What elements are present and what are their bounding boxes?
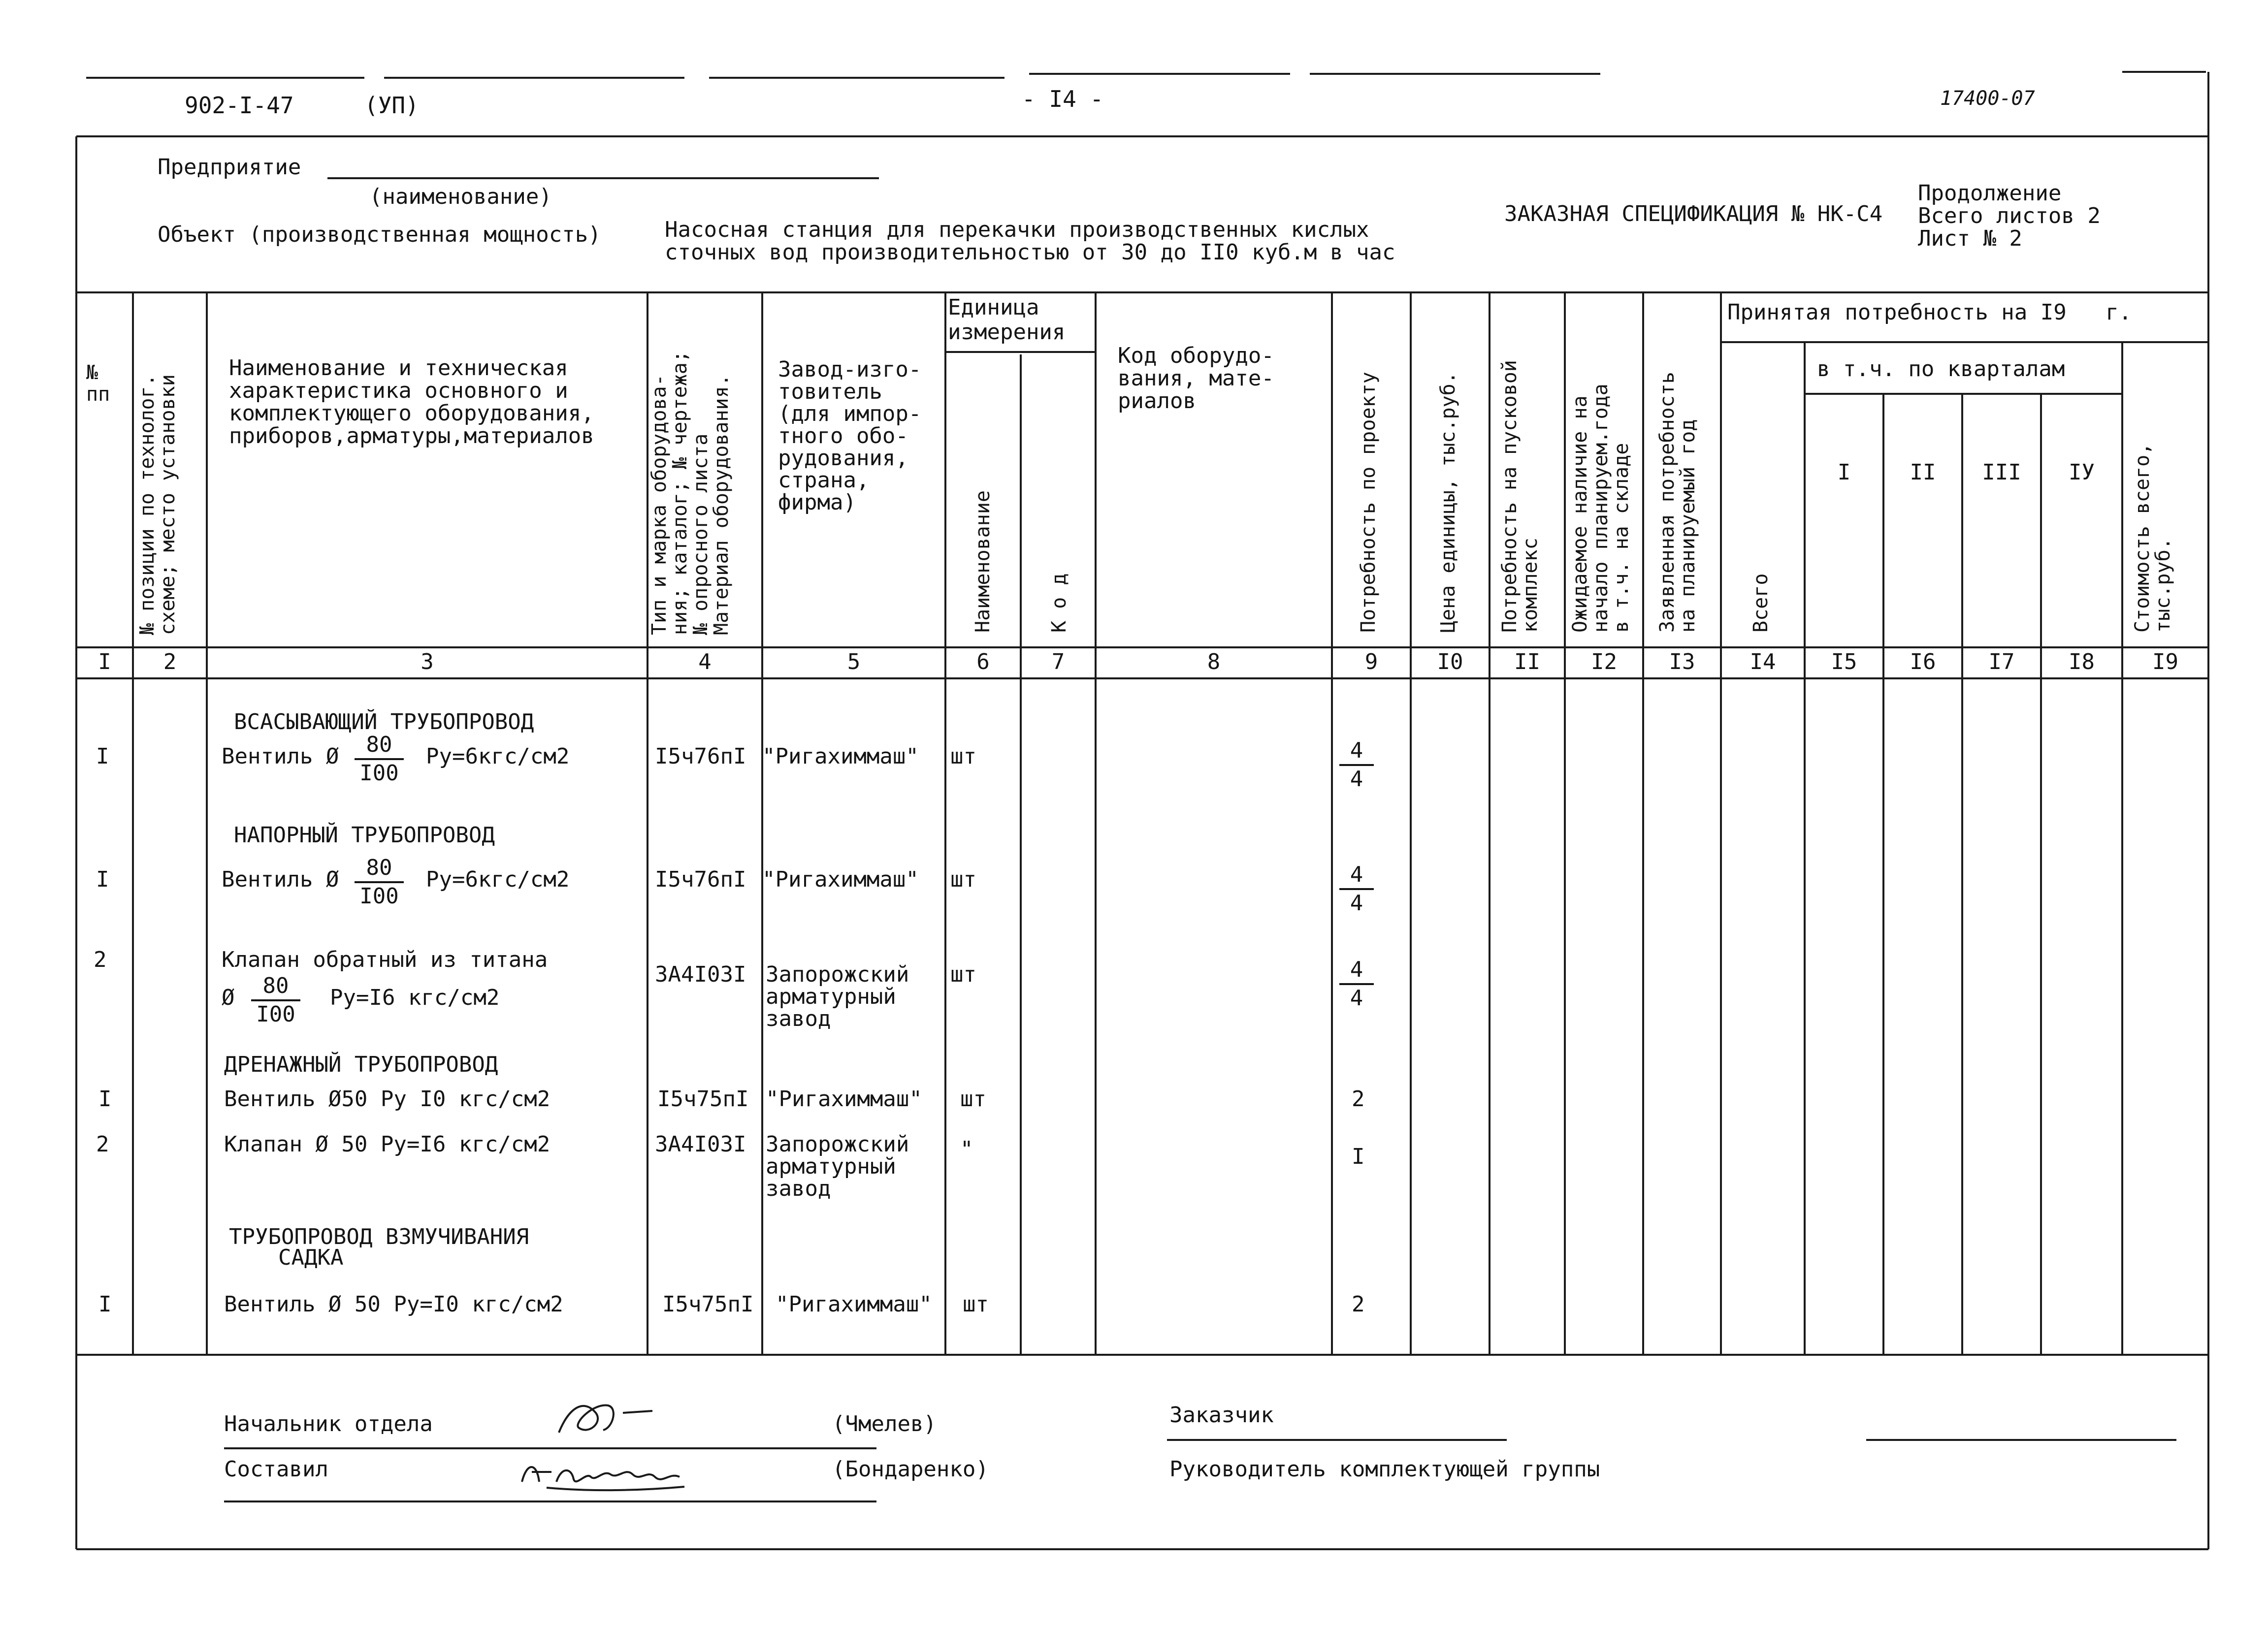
column-number: I0 xyxy=(1437,649,1463,674)
row-number: I xyxy=(96,744,109,769)
compiled-signature xyxy=(517,1452,694,1504)
project-need xyxy=(1339,738,1374,792)
row-number: 2 xyxy=(96,1132,109,1157)
row-number: I xyxy=(96,867,109,892)
continuation-label: Продолжение xyxy=(1918,181,2062,206)
col-header-5: Завод-изго- товитель (для импор- тного обо- рудования, страна, фирма) xyxy=(778,357,922,515)
col-header-12: Ожидаемое наличие на начало планируем.года в т.ч. на складе xyxy=(1569,383,1633,633)
item-maker-line3: завод xyxy=(766,1176,831,1201)
row-number: I xyxy=(98,1086,112,1112)
object-value-line2: сточных вод производительностью от 30 до II0 куб.м в час xyxy=(665,240,1395,265)
group-head-label: Руководитель комплектующей группы xyxy=(1169,1457,1600,1482)
section-title-stirring-line2: САДКА xyxy=(278,1245,344,1270)
item-maker: "Ригахиммаш" xyxy=(766,1086,922,1112)
diameter-fraction xyxy=(355,733,404,786)
album-number: (УП) xyxy=(364,92,419,119)
col-header-3: Наименование и техническая характеристика основного и комплектующего оборудования, приборов,арматуры,материалов xyxy=(229,355,594,448)
item-name-line1: Клапан обратный из титана xyxy=(222,947,548,972)
fraction-bottom: 4 xyxy=(1350,766,1363,792)
item-unit: шт xyxy=(950,744,976,769)
item-type: 3А4I03I xyxy=(655,1132,746,1157)
quarter-3: III xyxy=(1982,460,2021,485)
column-number: 3 xyxy=(421,649,434,674)
project-need xyxy=(1339,958,1374,1011)
head-of-department-name: (Чмелев) xyxy=(832,1411,937,1436)
item-maker-line1: Запорожский xyxy=(766,1132,909,1157)
compiled-by-label: Составил xyxy=(224,1457,328,1482)
enterprise-label: Предприятие xyxy=(158,155,301,180)
specification-title: ЗАКАЗНАЯ СПЕЦИФИКАЦИЯ № НК-С4 xyxy=(1504,201,1883,226)
col-header-6: Наименование xyxy=(972,490,994,633)
section-title-pressure: НАПОРНЫЙ ТРУБОПРОВОД xyxy=(234,823,495,848)
column-number: I8 xyxy=(2069,649,2095,674)
column-number: II xyxy=(1514,649,1540,674)
fraction-top: 80 xyxy=(262,973,289,998)
item-maker-line1: Запорожский xyxy=(766,962,909,987)
item-type: 3А4I03I xyxy=(655,962,746,987)
sheets-total: Всего листов 2 xyxy=(1918,203,2101,228)
head-of-department-label: Начальник отдела xyxy=(224,1411,433,1436)
item-name-suffix: Ру=6кгс/см2 xyxy=(426,744,570,769)
item-maker-line2: арматурный xyxy=(766,984,896,1009)
head-signature-drawing xyxy=(549,1393,662,1442)
compiled-by-name: (Бондаренко) xyxy=(832,1457,989,1482)
accepted-need-group: Принятая потребность на I9 г. xyxy=(1727,300,2132,325)
object-value-line1: Насосная станция для перекачки производственных кислых xyxy=(665,217,1369,242)
col-header-10: Цена единицы, тыс.руб. xyxy=(1437,372,1459,633)
column-number: 7 xyxy=(1051,649,1065,674)
col-header-4: Тип и марка оборудова- ния; каталог; № чертежа; № опросного листа Материал оборудования. xyxy=(648,351,733,635)
fraction-top: 4 xyxy=(1350,738,1363,763)
fraction-bottom: I00 xyxy=(359,761,399,786)
item-maker: "Ригахиммаш" xyxy=(762,867,919,892)
column-number: I xyxy=(98,649,111,674)
section-title-drain: ДРЕНАЖНЫЙ ТРУБОПРОВОД xyxy=(224,1052,498,1077)
row-number: 2 xyxy=(94,947,107,972)
col-header-19: Стоимость всего, тыс.руб. xyxy=(2131,443,2174,633)
page-number: - I4 - xyxy=(1022,86,1104,112)
fraction-top: 80 xyxy=(366,855,392,880)
item-type: I5ч76пI xyxy=(655,744,746,769)
item-name-suffix: Ру=I6 кгс/см2 xyxy=(330,985,500,1010)
customer-label: Заказчик xyxy=(1169,1403,1274,1428)
archive-stamp: 17400-07 xyxy=(1940,87,2035,110)
section-title-suction: ВСАСЫВАЮЩИЙ ТРУБОПРОВОД xyxy=(234,709,534,734)
project-need: I xyxy=(1352,1144,1365,1169)
unit-group-header: Единица измерения xyxy=(948,295,1066,345)
column-number: I5 xyxy=(1831,649,1857,674)
item-unit: шт xyxy=(963,1292,989,1317)
item-maker-line3: завод xyxy=(766,1006,831,1031)
col-header-13: Заявленная потребность на планируемый год xyxy=(1656,372,1699,633)
diameter-fraction xyxy=(251,974,300,1027)
item-name-prefix: Ø xyxy=(222,985,235,1010)
item-unit: шт xyxy=(950,962,976,987)
item-type: I5ч76пI xyxy=(655,867,746,892)
fraction-bottom: 4 xyxy=(1350,891,1363,916)
item-type: I5ч75пI xyxy=(657,1086,749,1112)
quarter-4: IУ xyxy=(2069,460,2095,485)
item-name-prefix: Вентиль Ø xyxy=(222,867,339,892)
col-header-7: К о д xyxy=(1048,573,1070,633)
fraction-top: 4 xyxy=(1350,862,1363,887)
row-number: I xyxy=(98,1292,112,1317)
column-number: 5 xyxy=(847,649,861,674)
section-title-stirring-line1: ТРУБОПРОВОД ВЗМУЧИВАНИЯ xyxy=(229,1224,529,1249)
col-header-1: № пп xyxy=(86,361,110,406)
column-number: I6 xyxy=(1910,649,1936,674)
object-label: Объект (производственная мощность) xyxy=(158,222,601,247)
column-number: I4 xyxy=(1750,649,1776,674)
col-header-14: Всего xyxy=(1750,573,1772,633)
quarter-2: II xyxy=(1910,460,1936,485)
fraction-top: 4 xyxy=(1350,957,1363,982)
project-need xyxy=(1339,862,1374,916)
enterprise-name-caption: (наименование) xyxy=(369,184,552,209)
column-numbers-row xyxy=(0,650,2268,677)
project-need: 2 xyxy=(1352,1292,1365,1317)
fraction-top: 80 xyxy=(366,732,392,757)
column-number: I2 xyxy=(1591,649,1617,674)
column-number: I3 xyxy=(1669,649,1695,674)
col-header-2: № позиции по технолог. схеме; место установки xyxy=(136,374,179,635)
item-unit: " xyxy=(960,1137,973,1162)
fraction-bottom: 4 xyxy=(1350,986,1363,1011)
item-unit: шт xyxy=(960,1086,986,1112)
document-code: 902-I-47 xyxy=(185,92,294,119)
item-unit: шт xyxy=(950,867,976,892)
col-header-9: Потребность по проекту xyxy=(1357,372,1380,633)
column-number: I7 xyxy=(1988,649,2015,674)
item-name-prefix: Вентиль Ø xyxy=(222,744,339,769)
column-number: 2 xyxy=(163,649,177,674)
diameter-fraction xyxy=(355,856,404,909)
fraction-bottom: I00 xyxy=(256,1002,295,1027)
item-name-suffix: Ру=6кгс/см2 xyxy=(426,867,570,892)
item-type: I5ч75пI xyxy=(662,1292,754,1317)
sheet-number: Лист № 2 xyxy=(1918,226,2022,251)
fraction-bottom: I00 xyxy=(359,884,399,909)
item-name: Вентиль Ø50 Ру I0 кгс/см2 xyxy=(224,1086,551,1112)
quarter-1: I xyxy=(1837,460,1851,485)
compiled-signature-drawing xyxy=(517,1452,694,1497)
col-header-11: Потребность на пусковой комплекс xyxy=(1498,360,1542,633)
column-number: 9 xyxy=(1364,649,1378,674)
column-number: 8 xyxy=(1207,649,1221,674)
column-number: I9 xyxy=(2152,649,2178,674)
project-need: 2 xyxy=(1352,1086,1365,1112)
item-name: Вентиль Ø 50 Ру=I0 кгс/см2 xyxy=(224,1292,563,1317)
item-maker-line2: арматурный xyxy=(766,1154,896,1179)
item-name: Клапан Ø 50 Ру=I6 кгс/см2 xyxy=(224,1132,551,1157)
quarters-group: в т.ч. по кварталам xyxy=(1817,356,2065,382)
head-signature xyxy=(549,1393,662,1450)
col-header-8: Код оборудо- вания, мате- риалов xyxy=(1118,343,1274,414)
column-number: 4 xyxy=(698,649,712,674)
item-maker: "Ригахиммаш" xyxy=(776,1292,932,1317)
column-number: 6 xyxy=(976,649,990,674)
item-maker: "Ригахиммаш" xyxy=(762,744,919,769)
